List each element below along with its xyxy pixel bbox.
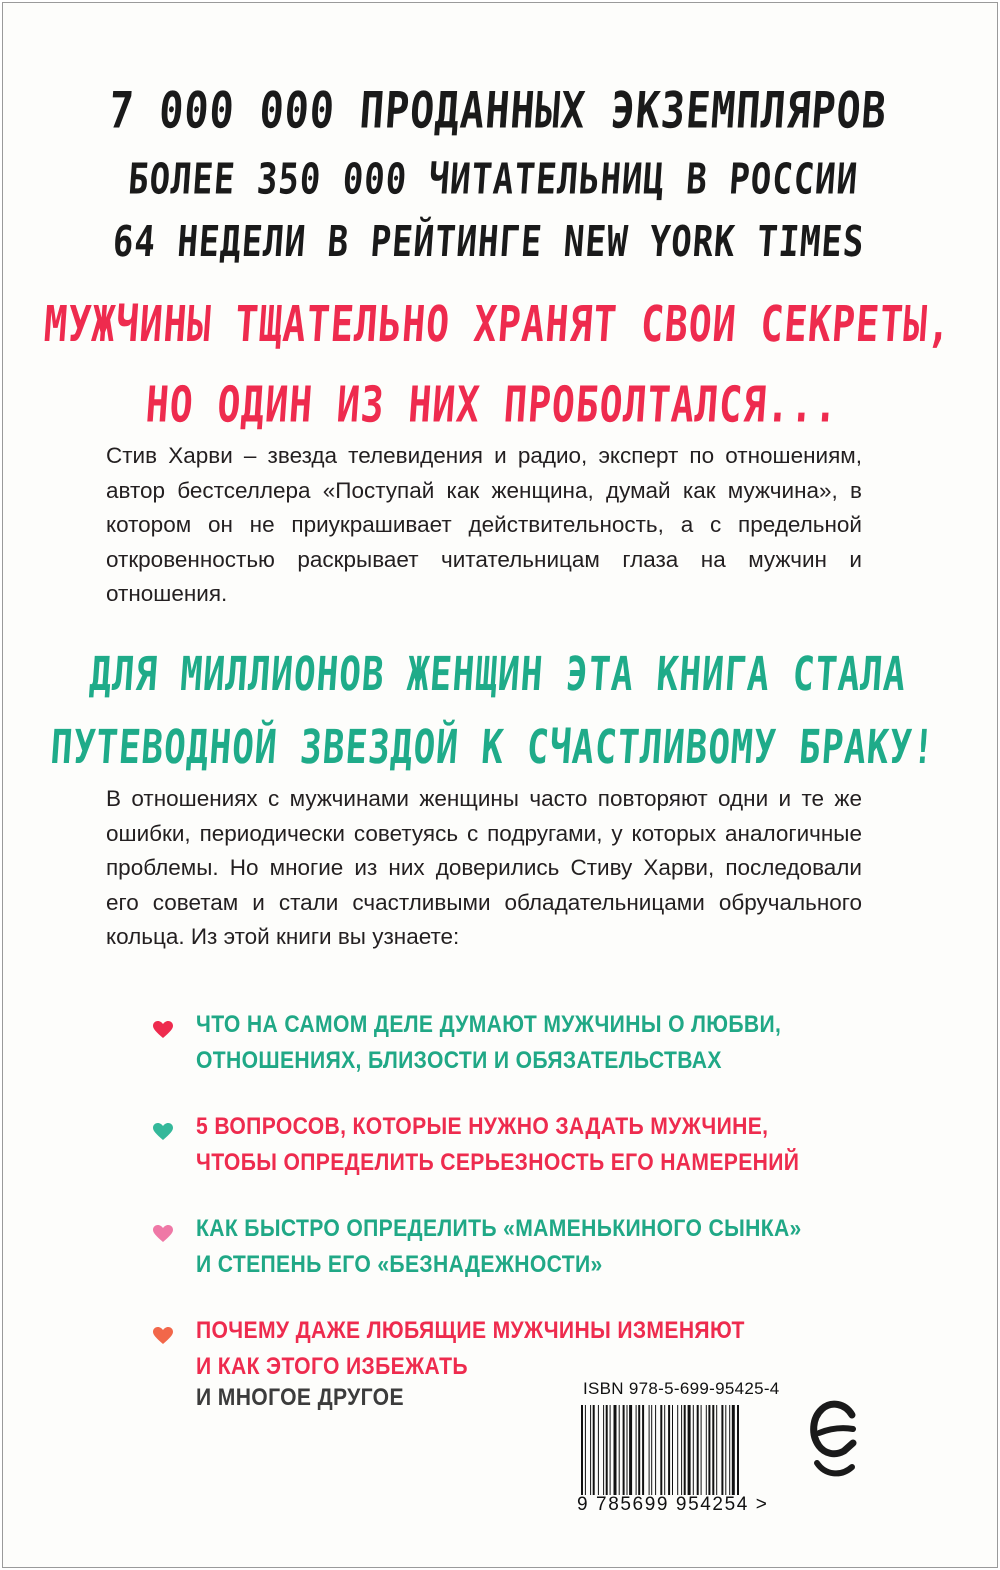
- sales-stats: [0, 81, 997, 269]
- author-paragraph: Стив Харви – звезда телевидения и радио, эксперт по отношениям, автор бестселлера «Поступай как женщина, думай как мужчина», в котором он не приукрашивает действительность, а с предельной откровенностью раскрывает читательницам глаза на мужчин и отношения.: [106, 443, 862, 606]
- heart-icon: [153, 1021, 173, 1039]
- intro-paragraph: В отношениях с мужчинами женщины часто повторяют одни и те же ошибки, периодически советуясь с подругами, у которых аналогичные проблемы. Но многие из них доверились Стиву Харви, последовали его советам и стали счастливыми обладательницами обручального кольца. Из этой книги вы узнаете:: [106, 786, 862, 949]
- bullet-line: 5 ВОПРОСОВ, КОТОРЫЕ НУЖНО ЗАДАТЬ МУЖЧИНЕ,: [196, 1113, 769, 1140]
- tagline-marriage-line2: ПУТЕВОДНОЙ ЗВЕЗДОЙ К СЧАСТЛИВОМУ БРАКУ!: [48, 721, 937, 775]
- stat-copies-sold: 7 000 000 ПРОДАННЫХ ЭКЗЕМПЛЯРОВ: [107, 82, 889, 140]
- tagline-secrets-line2: НО ОДИН ИЗ НИХ ПРОБОЛТАЛСЯ...: [143, 376, 841, 434]
- tagline-secrets-line1: МУЖЧИНЫ ТЩАТЕЛЬНО ХРАНЯТ СВОИ СЕКРЕТЫ,: [42, 295, 954, 353]
- bullet-text: [196, 1109, 830, 1181]
- bullet-line: КАК БЫСТРО ОПРЕДЕЛИТЬ «МАМЕНЬКИНОГО СЫНКА»: [196, 1215, 802, 1242]
- tagline-marriage: [0, 646, 997, 779]
- bullet-line: ЧТО НА САМОМ ДЕЛЕ ДУМАЮТ МУЖЧИНЫ О ЛЮБВИ,: [196, 1011, 782, 1038]
- bullet-text: [196, 1211, 830, 1283]
- bullet-item: [153, 1109, 853, 1181]
- tagline-secrets: [0, 293, 997, 436]
- bullet-item: [153, 1211, 853, 1283]
- isbn-label: ISBN 978-5-699-95425-4: [583, 1379, 780, 1398]
- publisher-logo-icon: [809, 1393, 859, 1481]
- bullet-line: ПОЧЕМУ ДАЖЕ ЛЮБЯЩИЕ МУЖЧИНЫ ИЗМЕНЯЮТ: [196, 1317, 745, 1344]
- heart-icon: [153, 1225, 173, 1243]
- bullet-text: [196, 1007, 830, 1079]
- stat-readers-russia: БОЛЕЕ 350 000 ЧИТАТЕЛЬНИЦ В РОССИИ: [126, 154, 860, 205]
- bullet-item: [153, 1313, 853, 1385]
- barcode-digits: 9 785699 954254 >: [577, 1494, 769, 1515]
- heart-icon: [153, 1123, 173, 1141]
- heart-icon: [153, 1327, 173, 1345]
- bullet-line: ОТНОШЕНИЯХ, БЛИЗОСТИ И ОБЯЗАТЕЛЬСТВАХ: [196, 1047, 722, 1074]
- stat-nyt-weeks: 64 НЕДЕЛИ В РЕЙТИНГЕ NEW YORK TIMES: [111, 217, 867, 268]
- and-much-more: И МНОГОЕ ДРУГОЕ: [196, 1384, 404, 1411]
- tagline-marriage-line1: ДЛЯ МИЛЛИОНОВ ЖЕНЩИН ЭТА КНИГА СТАЛА: [87, 648, 908, 702]
- bullet-line: И СТЕПЕНЬ ЕГО «БЕЗНАДЕЖНОСТИ»: [196, 1251, 603, 1278]
- book-back-cover: [2, 2, 998, 1568]
- bullet-line: И КАК ЭТОГО ИЗБЕЖАТЬ: [196, 1353, 468, 1380]
- bullet-list: [153, 1007, 853, 1415]
- bullet-item: [153, 1007, 853, 1079]
- bullet-line: ЧТОБЫ ОПРЕДЕЛИТЬ СЕРЬЕЗНОСТЬ ЕГО НАМЕРЕНИЙ: [196, 1149, 800, 1176]
- bullet-text: [196, 1313, 830, 1385]
- barcode: [580, 1405, 783, 1495]
